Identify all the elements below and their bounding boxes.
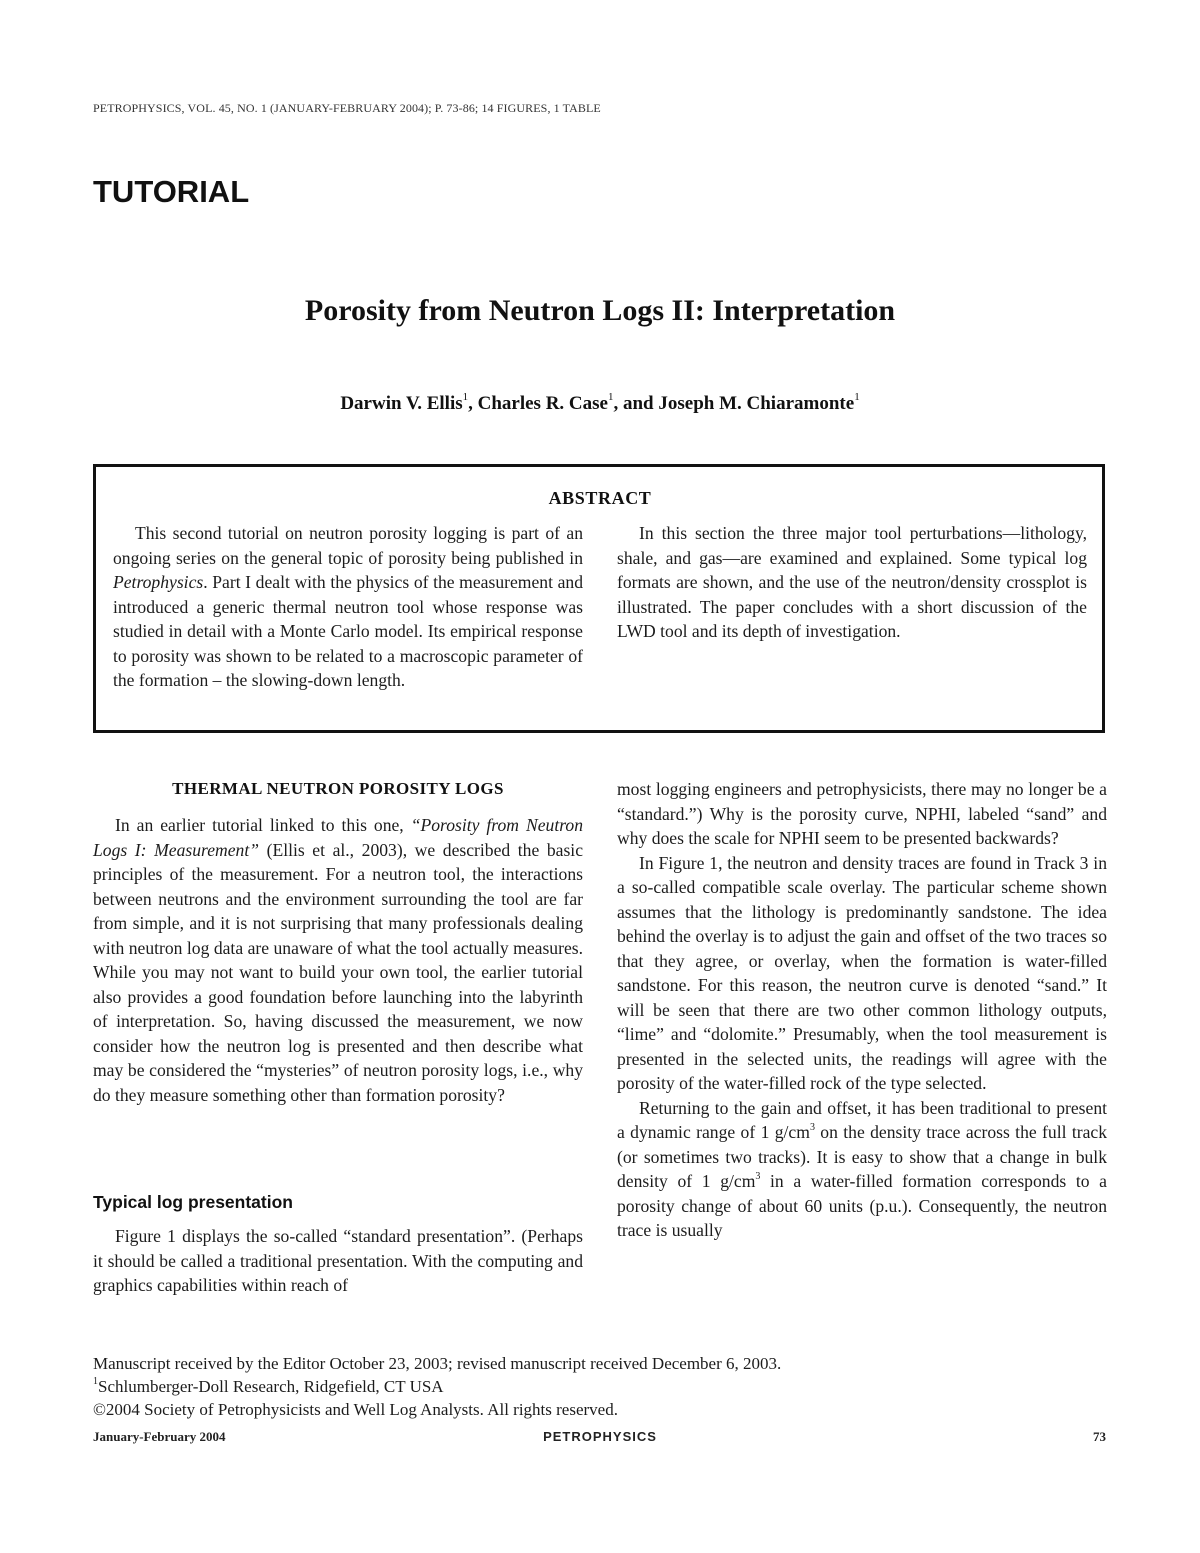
footnote-received: Manuscript received by the Editor October 23, 2003; revised manuscript received December 6, 2003. xyxy=(93,1354,782,1373)
footnotes xyxy=(93,1352,1093,1421)
footnote-copyright: ©2004 Society of Petrophysicists and Well Log Analysts. All rights reserved. xyxy=(93,1400,618,1419)
affiliation-text: Schlumberger-Doll Research, Ridgefield, CT USA xyxy=(98,1377,444,1396)
author-affiliation-mark: 1 xyxy=(854,391,860,403)
section-heading-thermal: THERMAL NEUTRON POROSITY LOGS xyxy=(172,779,504,798)
footnote-affiliation xyxy=(93,1375,1093,1398)
body-paragraph: most logging engineers and petrophysicists, there may no longer be a “standard.”) Why is the porosity curve, NPHI, labeled “sand” and why does the scale for NPHI seem to be presented backwards? xyxy=(617,779,1107,848)
abstract-left-column xyxy=(113,521,583,693)
abstract-paragraph xyxy=(113,521,583,693)
affiliation-mark: 1 xyxy=(93,1376,98,1387)
abstract-text: This second tutorial on neutron porosity logging is part of an ongoing series on the general topic of porosity being published in xyxy=(113,523,583,568)
author-name: Charles R. Case xyxy=(477,393,608,414)
author-list xyxy=(0,393,1200,415)
author-affiliation-mark: 1 xyxy=(607,391,614,403)
section-label: TUTORIAL xyxy=(93,174,250,209)
body-left-column-lower xyxy=(93,1224,583,1298)
footer-page-number: 73 xyxy=(1093,1429,1106,1444)
footer-journal: PETROPHYSICS xyxy=(543,1429,657,1444)
abstract-paragraph: In this section the three major tool perturbations—lithology, shale, and gas—are examined and explained. Some typical log formats are shown, and the use of the neutron/density crossplot is illustrated. The paper concludes with a short discussion of the LWD tool and its depth of investigation. xyxy=(617,523,1087,641)
abstract-text: . Part I dealt with the physics of the measurement and introduced a generic thermal neutron tool whose response was studied in detail with a Monte Carlo model. Its empirical response to porosity was shown to be related to a macroscopic parameter of the formation – the slowing-down length. xyxy=(113,572,583,690)
reference-title: “Porosity from Neutron Logs I: Measurement” xyxy=(93,815,583,860)
body-text: Returning to the gain and offset, it has been traditional to present a dynamic range of 1 g/cm xyxy=(617,1097,1107,1142)
body-paragraph xyxy=(93,813,583,1107)
body-paragraph: In Figure 1, the neutron and density traces are found in Track 3 in a so-called compatible scale overlay. The particular scheme shown assumes that the lithology is predominantly sandstone. The idea behind the overlay is to adjust the gain and offset of the two traces so that they agree, or overlay, when the formation is water-filled sandstone. For this reason, the neutron curve is denoted “sand.” It will be seen that there are two other common lithology outputs, “lime” and “dolomite.” Presumably, when the tool measurement is presented in the selected units, the readings will agree with the porosity of the water-filled rock of the type selected. xyxy=(617,852,1107,1093)
body-text: (Ellis et al., 2003), we described the basic principles of the measurement. For a neutron tool, the interactions between neutrons and the environment surrounding the tool are far from simple, and it is not surprising that many professionals dealing with neutron log data are unaware of what the tool actually measures. While you may not want to build your own tool, the earlier tutorial also provides a good foundation before launching into the labyrinth of interpretation. So, having discussed the measurement, we now consider how the neutron log is presented and then describe what may be considered the “mysteries” of neutron porosity logs, i.e., why do they measure something other than formation porosity? xyxy=(93,839,584,1105)
body-left-column xyxy=(93,813,583,1107)
unit-superscript: 3 xyxy=(755,1171,761,1182)
journal-name: Petrophysics xyxy=(113,572,204,592)
body-text: In an earlier tutorial linked to this one, xyxy=(115,815,411,835)
running-head: PETROPHYSICS, VOL. 45, NO. 1 (JANUARY-FEBRUARY 2004); P. 73-86; 14 FIGURES, 1 TABLE xyxy=(93,101,601,115)
author-name: Darwin V. Ellis xyxy=(340,393,463,414)
subsection-heading-typical: Typical log presentation xyxy=(93,1192,293,1212)
abstract-heading: ABSTRACT xyxy=(548,488,652,508)
footer-date: January-February 2004 xyxy=(93,1429,226,1444)
author-separator: , and xyxy=(613,393,659,414)
body-text: on the density trace across the full track (or sometimes two tracks). It is easy to show that a change in bulk density of 1 g/cm xyxy=(617,1122,1108,1191)
paper-title: Porosity from Neutron Logs II: Interpretation xyxy=(304,294,896,327)
body-text: in a water-filled formation corresponds to a porosity change of about 60 units (p.u.). Consequently, the neutron trace is usually xyxy=(617,1171,1107,1240)
unit-superscript: 3 xyxy=(809,1122,815,1133)
body-paragraph: Figure 1 displays the so-called “standard presentation”. (Perhaps it should be called a traditional presentation. With the computing and graphics capabilities within reach of xyxy=(93,1226,583,1295)
body-paragraph xyxy=(617,1096,1107,1243)
author-name: Joseph M. Chiaramonte xyxy=(658,393,855,414)
body-right-column xyxy=(617,777,1107,1243)
author-separator: , xyxy=(468,393,478,414)
abstract-right-column xyxy=(617,521,1087,644)
author-affiliation-mark: 1 xyxy=(462,391,469,403)
